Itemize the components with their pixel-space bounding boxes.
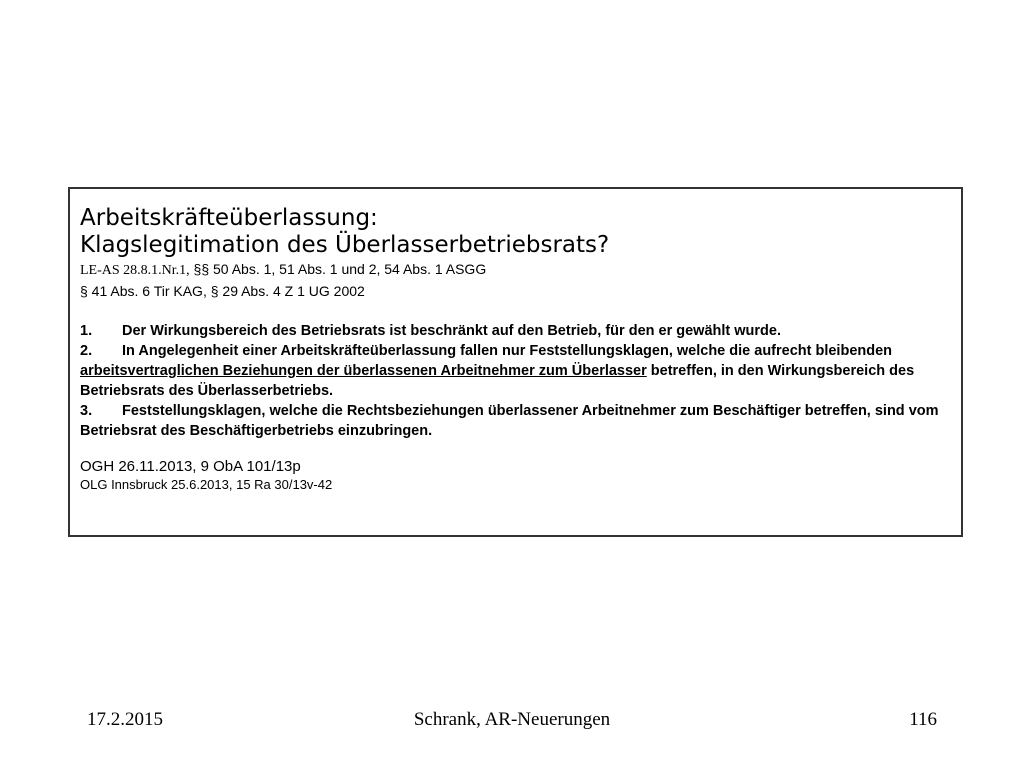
item-number: 3.	[80, 403, 93, 419]
list-item-3	[80, 401, 951, 441]
item-text: Der Wirkungsbereich des Betriebsrats ist beschränkt auf den Betrieb, für den er gewählt wurde.	[122, 323, 781, 339]
item-text: Feststellungsklagen, welche die Rechtsbeziehungen überlassener Arbeitnehmer zum Beschäftiger betreffen, sind vom Betriebsrat des Beschäftigerbetriebs einzubringen.	[80, 403, 939, 439]
reference-asgg: §§ 50 Abs. 1, 51 Abs. 1 und 2, 54 Abs. 1 ASGG	[189, 261, 487, 277]
content-box	[68, 187, 963, 537]
item-text-tail: betreffen, in den Wirkungsbereich des Betriebsrats des Überlasserbetriebs.	[80, 363, 915, 399]
reference-line-1	[80, 259, 951, 281]
title-line-2: Klagslegitimation des Überlasserbetriebsrats?	[80, 232, 610, 258]
item-number: 2.	[80, 343, 93, 359]
list-item-2	[80, 341, 951, 401]
footer-page-number: 116	[909, 709, 937, 730]
list-item-1	[80, 321, 951, 341]
ogh-citation: OGH 26.11.2013, 9 ObA 101/13p	[80, 458, 301, 475]
item-text: In Angelegenheit einer Arbeitskräfteüberlassung fallen nur Feststellungsklagen, welche die aufrecht bleibenden	[122, 343, 893, 359]
olg-citation: OLG Innsbruck 25.6.2013, 15 Ra 30/13v-42	[80, 477, 333, 492]
spacer	[80, 301, 951, 321]
reference-line-2: § 41 Abs. 6 Tir KAG, § 29 Abs. 4 Z 1 UG 2002	[80, 283, 365, 299]
footer-date: 17.2.2015	[87, 709, 163, 730]
item-text-underlined: arbeitsvertraglichen Beziehungen der überlassenen Arbeitnehmer zum Überlasser	[80, 363, 647, 379]
reference-le-as: LE-AS 28.8.1.Nr.1,	[80, 263, 190, 278]
item-number: 1.	[80, 323, 93, 339]
title-line-1: Arbeitskräfteüberlassung:	[80, 205, 378, 231]
footer-title: Schrank, AR-Neuerungen	[413, 709, 611, 730]
